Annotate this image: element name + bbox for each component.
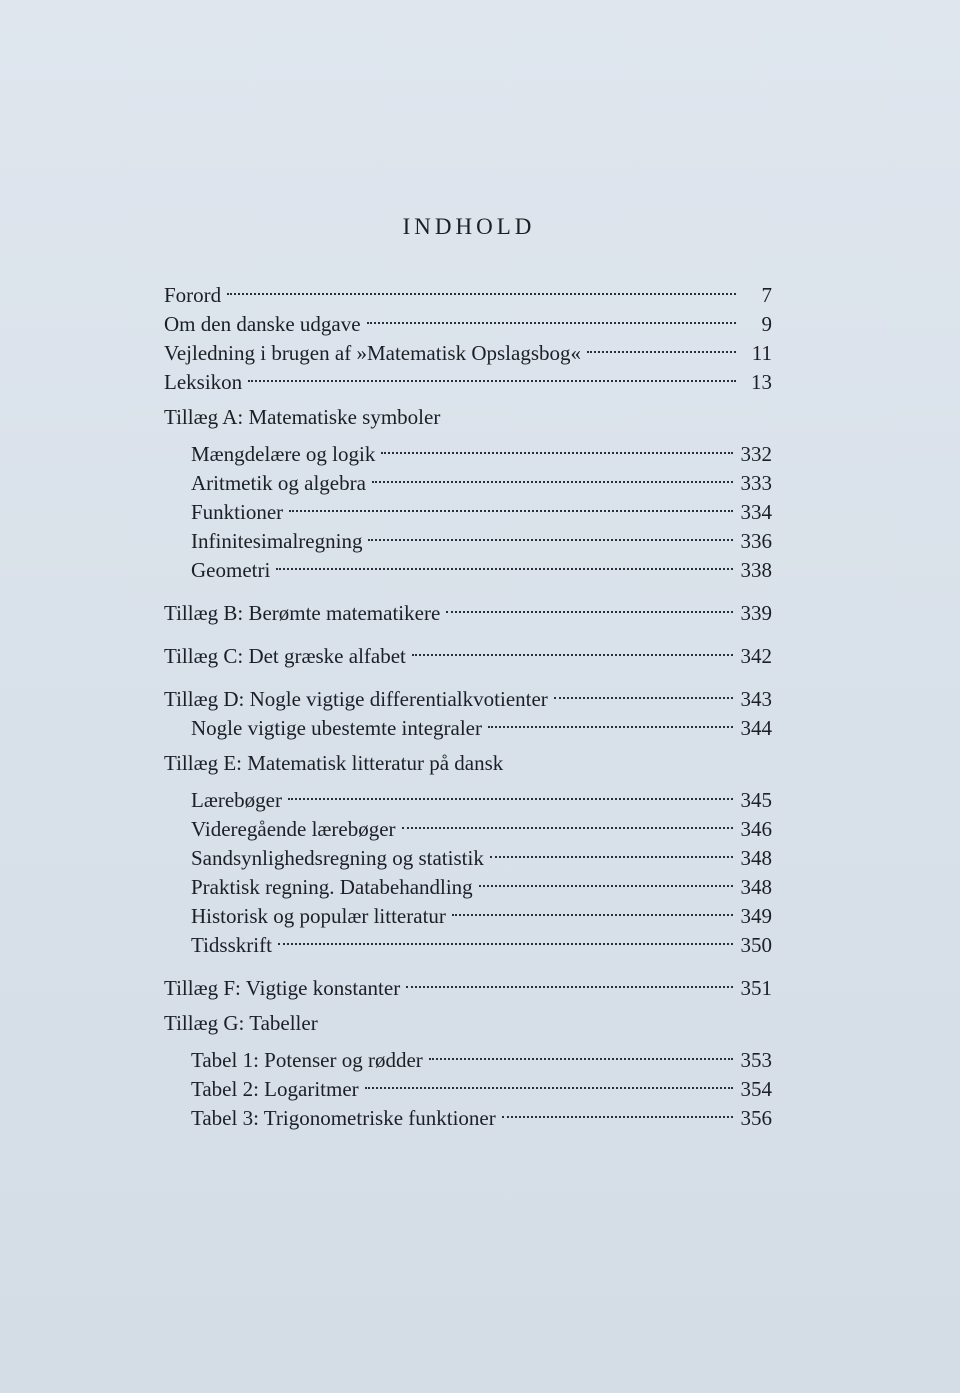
toc-entry-label: Aritmetik og algebra: [191, 471, 366, 495]
toc-section-heading: [164, 1009, 772, 1038]
toc-entry-label: Tabel 2: Logaritmer: [191, 1077, 359, 1101]
dot-leader: [412, 634, 733, 663]
toc-section-heading: [164, 403, 772, 432]
toc-entry-label: Tillæg C: Det græske alfabet: [164, 644, 406, 668]
dot-leader: [406, 966, 732, 995]
toc-entry: [164, 677, 772, 711]
toc-entry-page: 343: [740, 687, 772, 711]
toc-entry: [164, 591, 772, 625]
dot-leader: [276, 548, 732, 577]
toc-entry-page: 345: [740, 788, 772, 812]
toc-entry-page: 350: [740, 933, 772, 957]
toc-entry-page: 354: [740, 1077, 772, 1101]
toc-entry: [164, 778, 772, 812]
dot-leader: [289, 490, 732, 519]
toc-section-heading: [164, 749, 772, 778]
toc-entry-label: Tabel 1: Potenser og rødder: [191, 1048, 423, 1072]
toc-entry: [164, 634, 772, 668]
toc-entry-page: 334: [740, 500, 772, 524]
toc-entry-label: Tillæg E: Matematisk litteratur på dansk: [164, 751, 504, 775]
toc-entry-page: 338: [740, 558, 772, 582]
toc-entry-label: Om den danske udgave: [164, 312, 361, 336]
toc-entry-page: 342: [740, 644, 772, 668]
toc-entry-label: Vejledning i brugen af »Matematisk Opslagsbog«: [164, 341, 582, 365]
page-title: INDHOLD: [402, 214, 536, 239]
dot-leader: [365, 1067, 733, 1096]
toc-entry-label: Forord: [164, 283, 222, 307]
toc-entry-page: 348: [740, 875, 772, 899]
toc-entry: [164, 273, 772, 307]
dot-leader: [227, 273, 736, 302]
toc-entry: [164, 302, 772, 336]
toc-entry-label: Mængdelære og logik: [191, 442, 376, 466]
dot-leader: [554, 677, 733, 706]
dot-leader: [368, 519, 732, 548]
toc-entry-page: 344: [740, 716, 772, 740]
toc-entry-page: 333: [740, 471, 772, 495]
dot-leader: [502, 1096, 733, 1125]
toc-entry-label: Sandsynlighedsregning og statistik: [191, 846, 484, 870]
dot-leader: [429, 1038, 733, 1067]
toc-entry-page: 13: [751, 370, 772, 394]
dot-leader: [479, 865, 733, 894]
toc-entry-label: Funktioner: [191, 500, 284, 524]
toc-entry-page: 348: [740, 846, 772, 870]
toc-entry-page: 7: [761, 283, 772, 307]
toc-entry-page: 336: [740, 529, 772, 553]
toc-entry-page: 356: [740, 1106, 772, 1130]
toc-entry-label: Nogle vigtige ubestemte integraler: [191, 716, 482, 740]
toc-entry-label: Tillæg D: Nogle vigtige differentialkvotienter: [164, 687, 548, 711]
toc-entry-page: 339: [740, 601, 772, 625]
toc-entry-label: Videregående lærebøger: [191, 817, 396, 841]
toc-entry-label: Tidsskrift: [191, 933, 272, 957]
dot-leader: [488, 706, 733, 735]
dot-leader: [278, 923, 733, 952]
toc-entry-label: Tillæg F: Vigtige konstanter: [164, 976, 401, 1000]
dot-leader: [367, 302, 736, 331]
toc-entry-label: Historisk og populær litteratur: [191, 904, 446, 928]
toc-entry-page: 346: [740, 817, 772, 841]
toc-entry-label: Tillæg B: Berømte matematikere: [164, 601, 441, 625]
dot-leader: [402, 807, 733, 836]
toc-entry-label: Tillæg G: Tabeller: [164, 1011, 318, 1035]
toc-entry-label: Lærebøger: [191, 788, 282, 812]
toc-entry: [164, 1038, 772, 1072]
toc-entry-page: 351: [740, 976, 772, 1000]
dot-leader: [288, 778, 733, 807]
table-of-contents: [164, 273, 772, 1130]
toc-entry: [164, 966, 772, 1000]
toc-entry-label: Praktisk regning. Databehandling: [191, 875, 473, 899]
toc-entry-page: 11: [751, 341, 772, 365]
toc-entry-label: Tabel 3: Trigonometriske funktioner: [191, 1106, 496, 1130]
toc-entry: [164, 360, 772, 394]
dot-leader: [587, 331, 736, 360]
dot-leader: [452, 894, 733, 923]
dot-leader: [248, 360, 736, 389]
toc-entry-label: Infinitesimalregning: [191, 529, 363, 553]
toc-entry-page: 332: [740, 442, 772, 466]
toc-entry: [164, 432, 772, 466]
toc-entry-page: 9: [761, 312, 772, 336]
dot-leader: [490, 836, 733, 865]
toc-entry-label: Geometri: [191, 558, 271, 582]
toc-entry-label: Tillæg A: Matematiske symboler: [164, 405, 441, 429]
dot-leader: [446, 591, 732, 620]
dot-leader: [381, 432, 732, 461]
toc-entry-page: 353: [740, 1048, 772, 1072]
toc-entry-page: 349: [740, 904, 772, 928]
toc-entry-label: Leksikon: [164, 370, 243, 394]
dot-leader: [372, 461, 733, 490]
